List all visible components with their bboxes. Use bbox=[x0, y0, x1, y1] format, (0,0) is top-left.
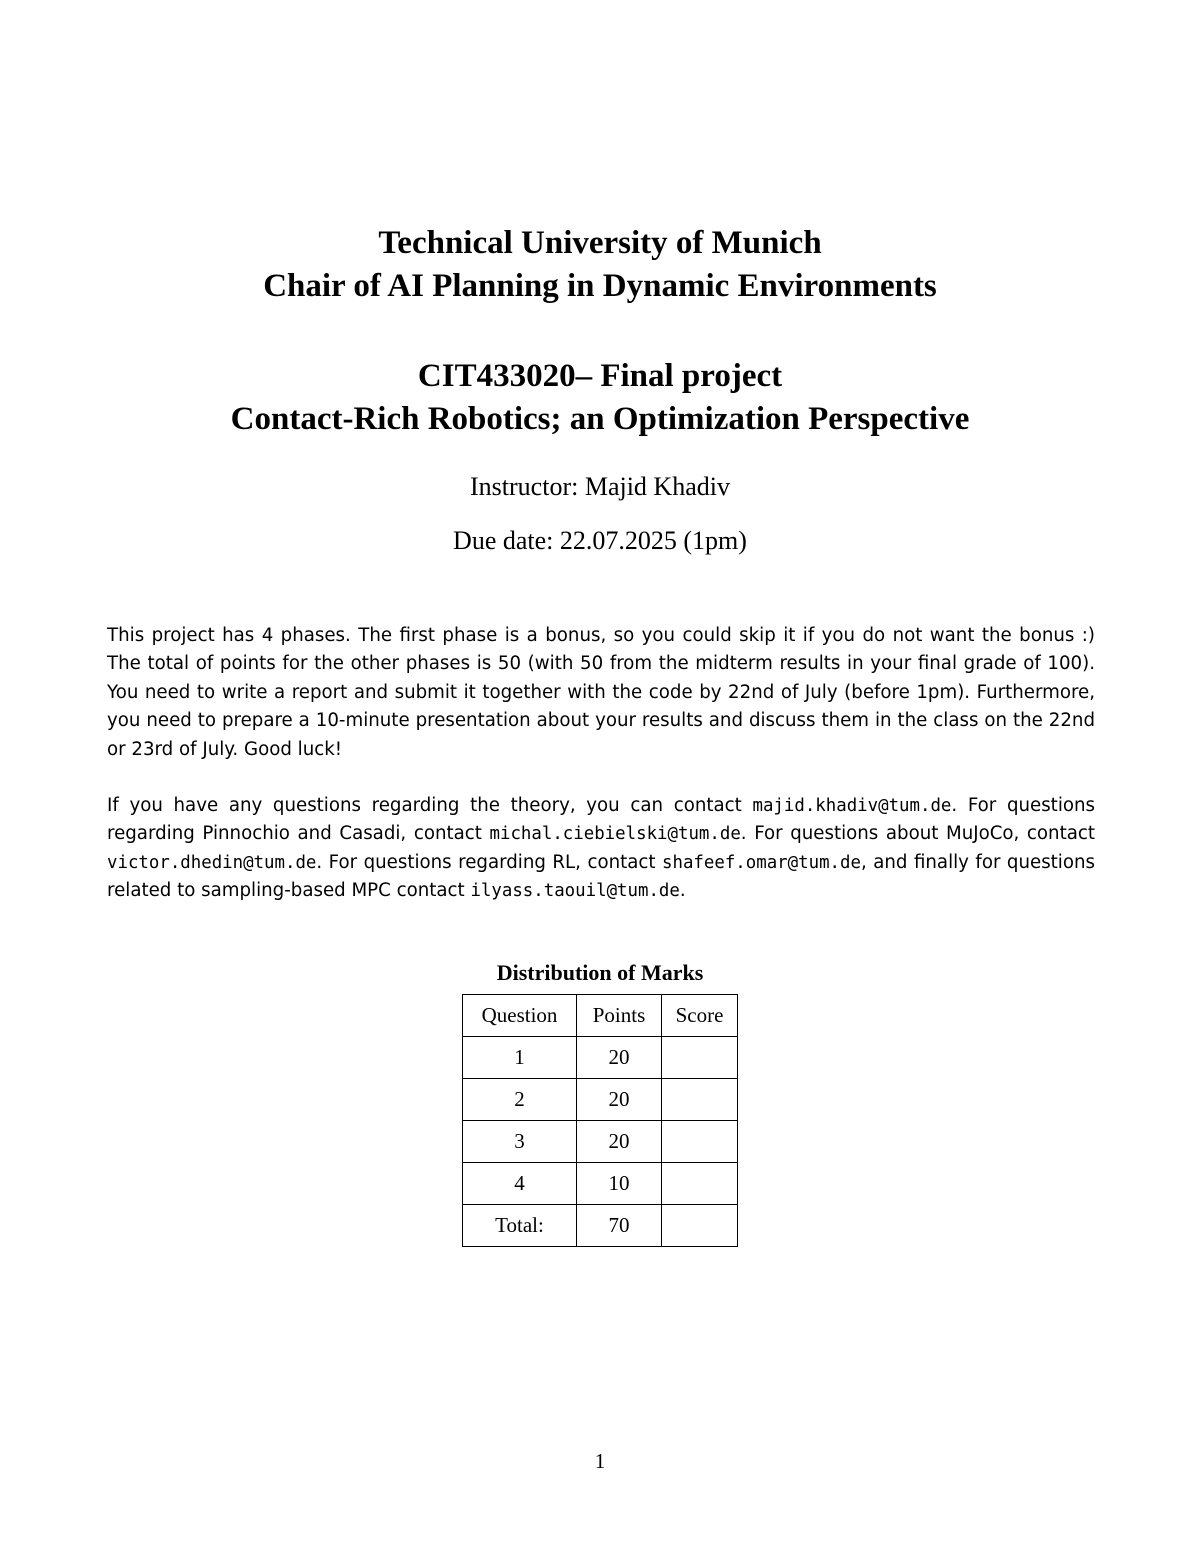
contacts-text-4: . For questions regarding RL, contact bbox=[316, 851, 663, 873]
contacts-text-1: If you have any questions regarding the theory, you can contact bbox=[107, 795, 753, 816]
document-header bbox=[0, 222, 1200, 557]
score-cell bbox=[662, 1037, 738, 1079]
chair-title: Chair of AI Planning in Dynamic Environments bbox=[263, 268, 937, 304]
contacts-text-6: . bbox=[679, 880, 686, 902]
contacts-paragraph bbox=[107, 792, 1095, 906]
total-score-cell bbox=[662, 1205, 738, 1247]
instructor-line: Instructor: Majid Khadiv bbox=[470, 472, 730, 501]
contacts-text-2: . For questions regarding Pinnochio and Casadi, contact bbox=[107, 795, 1095, 845]
marks-table-caption: Distribution of Marks bbox=[496, 960, 704, 985]
due-date-line: Due date: 22.07.2025 (1pm) bbox=[453, 526, 747, 555]
intro-paragraph: This project has 4 phases. The first phase is a bonus, so you could skip it if you do not want the bonus :) The total of points for the other phases is 50 (with 50 from the midterm results in your final grade of 100). You need to write a report and submit it together with the code by 22nd of July (before 1pm). Furthermore, you need to prepare a 10-minute presentation about your results and discuss them in the class on the 22nd or 23rd of July. Good luck! bbox=[107, 625, 1095, 760]
table-row bbox=[463, 1163, 738, 1205]
email-rl-link[interactable]: shafeef.omar@tum.de bbox=[662, 852, 861, 873]
header-score: Score bbox=[662, 995, 738, 1037]
page-number: 1 bbox=[594, 1449, 606, 1473]
score-cell bbox=[662, 1079, 738, 1121]
question-cell: 2 bbox=[463, 1079, 577, 1121]
email-pinocchio-link[interactable]: michal.ciebielski@tum.de bbox=[489, 824, 741, 845]
header-question: Question bbox=[463, 995, 577, 1037]
contacts-text-3: . For questions about MuJoCo, contact bbox=[740, 823, 1095, 845]
total-label-cell: Total: bbox=[463, 1205, 577, 1247]
university-title: Technical University of Munich bbox=[378, 225, 822, 261]
table-total-row bbox=[463, 1205, 738, 1247]
points-cell: 10 bbox=[577, 1163, 662, 1205]
marks-table bbox=[462, 994, 738, 1247]
header-points: Points bbox=[577, 995, 662, 1037]
email-mpc-link[interactable]: ilyass.taouil@tum.de bbox=[470, 881, 680, 902]
table-header-row bbox=[463, 995, 738, 1037]
table-row bbox=[463, 1121, 738, 1163]
score-cell bbox=[662, 1163, 738, 1205]
score-cell bbox=[662, 1121, 738, 1163]
question-cell: 3 bbox=[463, 1121, 577, 1163]
email-mujoco-link[interactable]: victor.dhedin@tum.de bbox=[107, 852, 317, 873]
question-cell: 4 bbox=[463, 1163, 577, 1205]
question-cell: 1 bbox=[463, 1037, 577, 1079]
course-title: Contact-Rich Robotics; an Optimization Perspective bbox=[230, 401, 970, 437]
total-points-cell: 70 bbox=[577, 1205, 662, 1247]
contacts-text-5: , and finally for questions related to sampling-based MPC contact bbox=[107, 851, 1095, 902]
points-cell: 20 bbox=[577, 1079, 662, 1121]
points-cell: 20 bbox=[577, 1037, 662, 1079]
table-row bbox=[463, 1079, 738, 1121]
course-code-title: CIT433020– Final project bbox=[417, 358, 783, 394]
table-row bbox=[463, 1037, 738, 1079]
email-theory-link[interactable]: majid.khadiv@tum.de bbox=[752, 796, 952, 816]
points-cell: 20 bbox=[577, 1121, 662, 1163]
